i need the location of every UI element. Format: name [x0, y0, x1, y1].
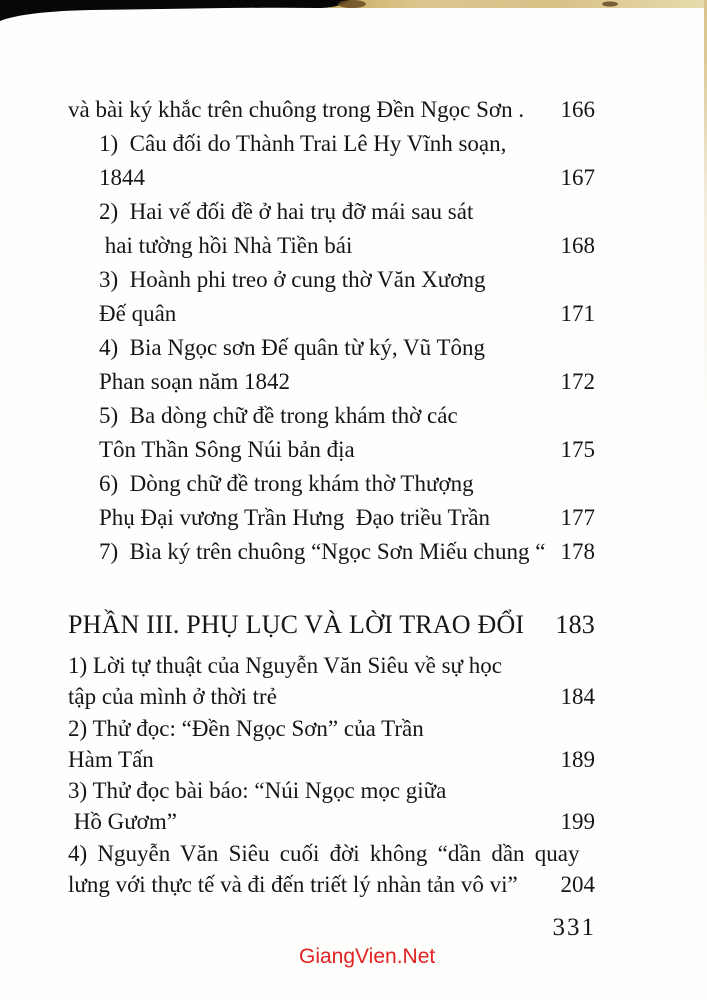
toc-entry-text: 3) Thử đọc bài báo: “Núi Ngọc mọc giữa — [68, 778, 447, 804]
toc-row — [68, 869, 595, 900]
toc-row — [68, 263, 595, 297]
toc-entry-text: 5) Ba dòng chữ đề trong khám thờ các — [99, 403, 458, 428]
toc-entry-page: 177 — [560, 505, 595, 530]
black-scan-bar — [0, 0, 350, 21]
toc-row — [68, 297, 595, 331]
scan-top-edge-artifact — [0, 0, 707, 30]
toc-entry-page: 172 — [560, 369, 595, 394]
part3-heading-text: PHẦN III. PHỤ LỤC VÀ LỜI TRAO ĐỔI — [68, 610, 525, 639]
toc-row — [68, 467, 595, 501]
toc-entry-page: 189 — [560, 746, 595, 772]
toc-entry-page: 184 — [560, 684, 595, 710]
toc-entry-text: và bài ký khắc trên chuông trong Đền Ngọc Sơn . — [68, 97, 525, 122]
part3-heading-page: 183 — [555, 610, 595, 639]
edge-smudge — [338, 0, 366, 8]
toc-entry-page: 171 — [560, 301, 595, 326]
toc-row — [68, 161, 595, 195]
toc-entry-text: 7) Bìa ký trên chuông “Ngọc Sơn Miếu chung “ — [99, 539, 546, 564]
page-number: 331 — [552, 914, 596, 941]
toc-row — [68, 433, 595, 467]
toc-entry-text: lưng với thực tế và đi đến triết lý nhàn tản vô vi” — [68, 872, 518, 898]
toc-entry-text: Phan soạn năm 1842 — [99, 369, 291, 394]
edge-spot — [602, 1, 618, 6]
toc-entry-text: Phụ Đại vương Trần Hưng Đạo triều Trần — [99, 505, 491, 530]
toc-row — [68, 650, 595, 681]
toc-entry-text: 3) Hoành phi treo ở cung thờ Văn Xương — [99, 267, 486, 292]
toc-entry-text: 4) Bia Ngọc sơn Đế quân từ ký, Vũ Tông — [99, 335, 485, 360]
toc-row — [68, 127, 595, 161]
toc-row — [68, 195, 595, 229]
toc-entry-text: Đế quân — [99, 301, 177, 326]
toc-row — [68, 365, 595, 399]
toc-row — [68, 93, 595, 127]
toc-part2-continuation — [68, 93, 595, 569]
toc-entry-page: 178 — [560, 539, 595, 564]
toc-part3-entries — [68, 650, 595, 900]
toc-entry-text: 2) Hai vế đối đề ở hai trụ đỡ mái sau sát — [99, 199, 474, 224]
toc-entry-text: 1) Câu đối do Thành Trai Lê Hy Vĩnh soạn, — [99, 131, 507, 156]
toc-entry-page: 168 — [560, 233, 595, 258]
toc-row — [68, 229, 595, 263]
toc-row — [68, 744, 595, 775]
toc-entry-text: 6) Dòng chữ đề trong khám thờ Thượng — [99, 471, 474, 496]
toc-row — [68, 501, 595, 535]
toc-row — [68, 713, 595, 744]
toc-entry-text: Hàm Tấn — [68, 746, 154, 772]
toc-entry-page: 204 — [560, 872, 595, 898]
toc-row — [68, 775, 595, 806]
toc-entry-text: 1844 — [99, 165, 145, 190]
toc-part3-heading — [68, 607, 595, 643]
toc-entry-page: 199 — [560, 809, 595, 835]
toc-entry-text: Hồ Gươm” — [68, 809, 177, 835]
toc-row — [68, 399, 595, 433]
toc-row — [68, 535, 595, 569]
toc-entry-page: 167 — [560, 165, 595, 190]
watermark-text: GiangVien.Net — [299, 945, 436, 968]
toc-entry-text: 2) Thử đọc: “Đền Ngọc Sơn” của Trần — [68, 715, 424, 741]
book-edge-strip — [330, 0, 707, 8]
toc-row — [68, 331, 595, 365]
toc-row — [68, 681, 595, 712]
toc-entry-text: 1) Lời tự thuật của Nguyễn Văn Siêu về sự học — [68, 653, 502, 678]
toc-entry-text: hai tường hồi Nhà Tiền bái — [99, 233, 353, 258]
toc-row — [68, 838, 595, 869]
toc-row — [68, 806, 595, 837]
toc-entry-page: 166 — [560, 97, 595, 122]
table-of-contents — [68, 93, 595, 900]
toc-entry-text: Tôn Thần Sông Núi bản địa — [99, 437, 355, 462]
toc-entry-text: tập của mình ở thời trẻ — [68, 684, 277, 710]
toc-entry-page: 175 — [560, 437, 595, 462]
toc-entry-text: 4) Nguyễn Văn Siêu cuối đời không “dần dần quay — [68, 840, 580, 866]
